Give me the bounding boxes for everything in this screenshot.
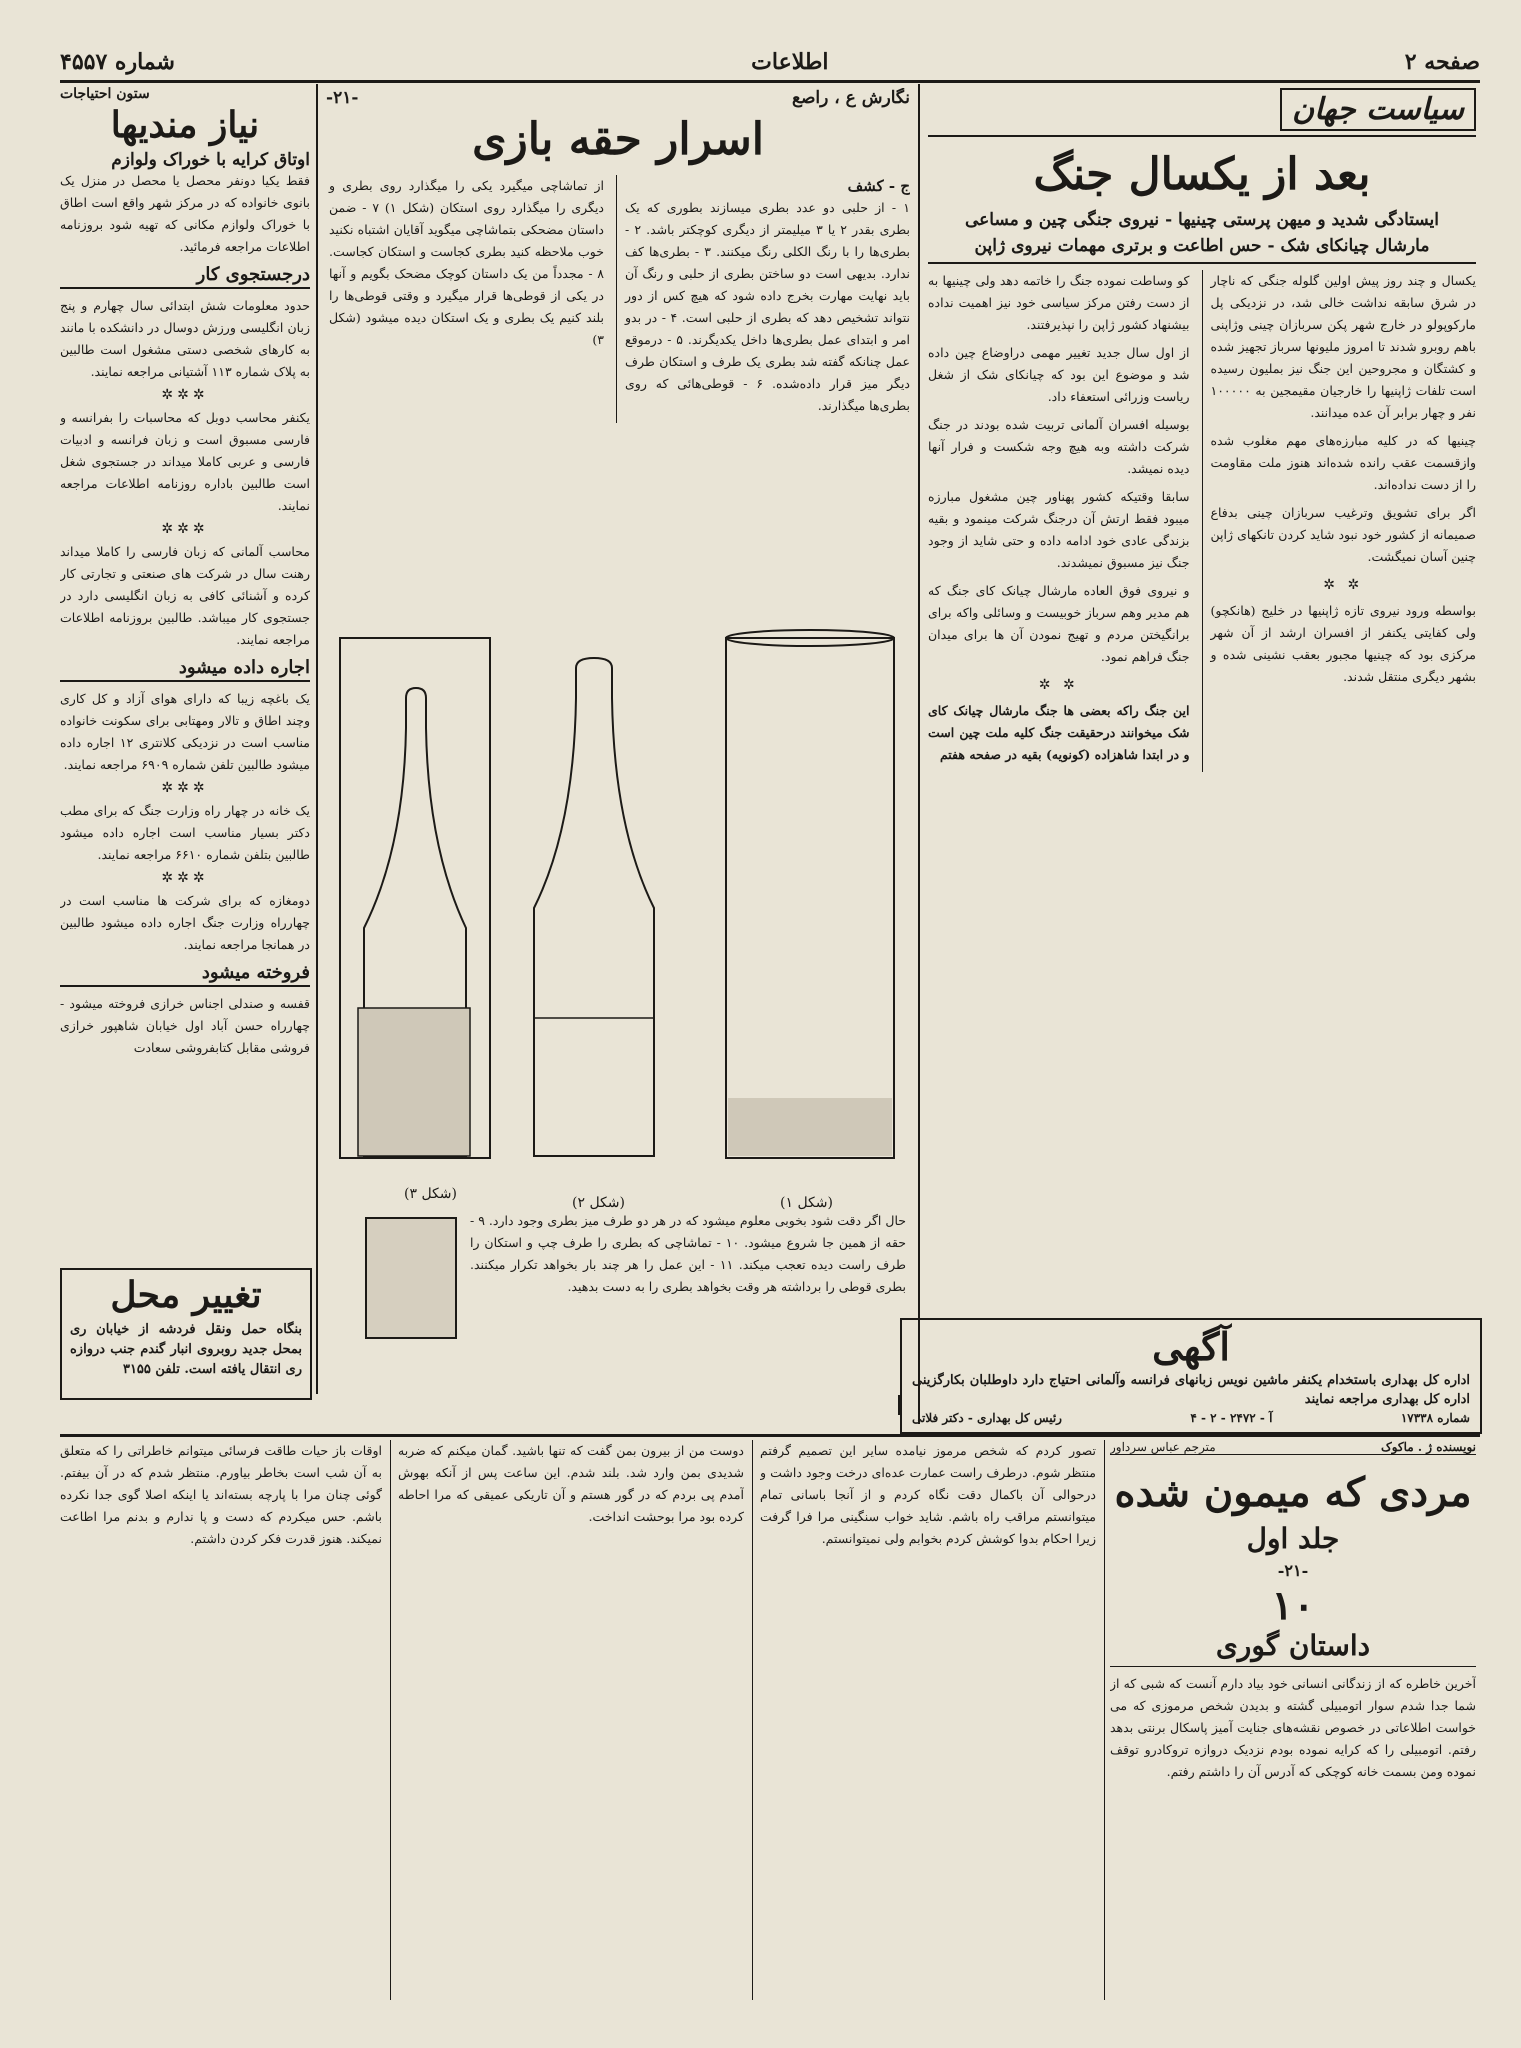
ad-code: آ - ۲۴۷۲ - ۲ - ۴ (1190, 1411, 1273, 1425)
separator-stars: ✲✲✲ (161, 521, 209, 537)
paragraph: این جنگ راکه بعضی ها جنگ مارشال چیانک کای شک میخوانند درحقیقت جنگ کلیه ملت چین است و در ابتدا شاهزاده (کونویه) بقیه در صفحه هفتم (928, 703, 1190, 762)
needs-sub-1: اوتاق کرایه با خوراک ولوازم (111, 150, 310, 170)
paragraph: یکسال و چند روز پیش اولین گلوله جنگی که ناچار در شرق سابقه نداشت خالی شد، در نزدیکی پل مارکوپولو در خارج شهر پکن سربازان چینی وژاپنی باهم روبرو شدند تا امروز ملیونها سرباز تجهیز شده و کشتگان و مجروحین این جنگ نیز بملیون رسیده است تلفات ژاپنیها را خارجیان مقیمجین به ۱۰۰۰۰۰ نفر و چهار برابر آن عده میدانند. (1210, 273, 1476, 420)
section-rule (60, 1434, 1480, 1437)
needs-text-7: دومغازه که برای شرکت ها مناسب است در چهارراه وزارت جنگ اجاره داده میشود طالبین در همانجا مراجعه نمایند. (60, 893, 310, 952)
separator-stars: ✲ ✲ (1038, 677, 1079, 693)
politics-subhead-2: مارشال چیانکای شک - حس اطاعت و برتری مهمات نیروی ژاپن (928, 236, 1476, 264)
issue-label: شماره ۴۵۵۷ (60, 49, 175, 75)
magic-bottom-text: حال اگر دقت شود بخوبی معلوم میشود که در هر دو طرف میز بطری وجود دارد. ۹ - حقه از همین جا شروع میشود. ۱۰ - تماشاچی که بطری را طرف چپ و استکان را طرف راست دیده تعجب میکند. ۱۱ - این عمل را هر چند بار بخواهد تکرار میکنند. بطری قوطی را برداشته هر وقت بخواهد بطری را به دست بدهید. (470, 1213, 906, 1294)
figure-3-bottle-with-glass (340, 638, 490, 1158)
serial-header (1110, 1440, 1476, 2000)
bottle-illustrations (336, 628, 906, 1188)
needs-text-6: یک خانه در چهار راه وزارت جنگ که برای مطب دکتر بسیار مناسب است اجاره داده میشود طالبین بتلفن شماره ۶۶۱۰ مراجعه نمایند. (60, 803, 310, 862)
magic-number: -۲۱- (326, 88, 359, 108)
small-glass-illustration (356, 1208, 466, 1348)
section-title: سیاست جهان (1280, 88, 1476, 131)
masthead-rule (60, 80, 1480, 83)
serial-column-2: تصور کردم که شخص مرموز نیامده سایر این تصمیم گرفتم منتظر شوم. درطرف راست عمارت عده‌ای درخت وجود داشت و درحوالی آن باکمال دقت نگاه کردم و از آنجا باسانی تمام میتوانستم مراقب راه باشم. شاید خواب سنگینی مرا فرا گرفت زیرا احکام بدوا کوشش کردم بخوابم ولی نمیتوانستم. (760, 1443, 1096, 1546)
separator-stars: ✲✲✲ (161, 780, 209, 796)
column-divider (1104, 1440, 1105, 2000)
magic-headline: اسرار حقه بازی (472, 114, 764, 165)
needs-sub-3: اجاره داده میشود (60, 657, 310, 682)
column-divider (752, 1440, 753, 2000)
politics-subhead-1: ایستادگی شدید و میهن پرستی چینیها - نیروی جنگی چین و مساعی (964, 210, 1440, 230)
serial-column-1: آخرین خاطره که از زندگانی انسانی خود بیاد دارم آنست که شبی که از شما جدا شدم سوار اتومبیلی گشته و بدیدن شخص مرموزی که می خواست اطلاعاتی در خصوص نقشه‌های جنایت آمیز پاسکال برنتی بدهد رفتم. اتومبیلی را که کرایه نموده بودم نزدیک دروازه تروکادرو توقف نموده ومن بسمت خانه کوچکی که آدرس آن را داشتم رفتم. (1110, 1676, 1476, 1779)
needs-section (60, 86, 310, 1301)
masthead (60, 48, 1480, 76)
serial-column-4: اوقات باز حیات طاقت فرسائی میتوانم خاطراتی را که متعلق به آن شب است بخاطر بیاورم. منتظر شدم که در آن بیفتم. گوئی چنان مرا با پارچه بسته‌اند یا اینکه اصلا گوی جدا نکرده باشم. حس میکردم که دست و پا ندارم و بدنم مرا اطاعت نمیکند. هنوز قدرت فکر کردن داشتم. (60, 1443, 382, 1546)
ad-text: اداره کل بهداری باستخدام یکنفر ماشین نویس زبانهای فرانسه وآلمانی احتیاج دارد داوطلبان بکارگزینی اداره کل بهداری مراجعه نمایند (912, 1373, 1470, 1407)
page-label: صفحه ۲ (1404, 49, 1480, 75)
serial-author: نویسنده ژ . ماکوک (1380, 1440, 1476, 1454)
needs-text-8: قفسه و صندلی اجناس خرازی فروخته میشود - چهارراه حسن آباد اول خیابان شاهپور خرازی فروشی مقابل کتابفروشی سعادت (60, 996, 310, 1055)
figure-2-caption: (شکل ۲) (572, 1195, 625, 1211)
needs-text-4: محاسب آلمانی که زبان فارسی را کاملا میداند رهنت سال در شرکت های صنعتی و تجارتی کار کرده و آشنائی کافی به زبان انگلیسی دارد در جستجوی کار میباشد. طالبین بروزنامه اطلاعات مراجعه نمایند. (60, 544, 310, 647)
needs-column-label: ستون احتیاجات (60, 86, 150, 102)
ad-signature: رئیس کل بهداری - دکتر فلاتی (912, 1411, 1062, 1425)
paragraph: بواسطه ورود نیروی تازه ژاپنیها در خلیج (هانکچو) ولی کفایتی یکنفر از افسران ارشد از آن شهر مرکزی بود که چینیها مجبور بعقب نشینی شده و بشهر دیگری منتقل شدند. (1210, 603, 1476, 684)
ad-number: شماره ۱۷۳۳۸ (1400, 1411, 1470, 1425)
serial-translator: مترجم عباس سرداور (1110, 1440, 1216, 1454)
serial-chapter-number: ۱۰ (1271, 1582, 1315, 1629)
relocation-box (60, 1268, 312, 1400)
paragraph: بوسیله افسران آلمانی تربیت شده بودند در جنگ شرکت داشته وبه هیچ وجه شکست و فرار آنها دیده نمیشد. (928, 417, 1190, 476)
paragraph: سابقا وقتیکه کشور پهناور چین مشغول مبارزه میبود فقط ارتش آن درجنگ شرکت مینمود و بقیه بزندگی عادی خود ادامه داده و حتی شاید از وجود جنگ نیز مسبوق نمیشدند. (928, 489, 1190, 570)
paragraph: ۱ - از حلبی دو عدد بطری میسازند بطوری که یک بطری بقدر ۲ یا ۳ میلیمتر از دیگری کوچکتر باشد. ۲ - بطری‌ها را با رنگ الکلی رنگ میکنند. ۳ - بطری‌ها کف ندارد. بدیهی است دو ساختن بطری از حلبی و رنگ آن باید نهایت مهارت بخرج داده شود که هیچ کس از دور نتواند تشخیص دهد که بطری از حلبی است. ۴ - در بدو امر و ابتدای عمل بطری‌ها داخل یکدیگرند. ۵ - درموقع عمل چنانکه گفته شد بطری یک طرف و استکان طرف دیگر میز قرار داده‌شده. ۶ - قوطی‌هائی که روی بطری‌ها میگذارند. (625, 200, 910, 413)
needs-sub-2: درجستجوی کار (60, 264, 310, 289)
needs-text-5: یک باغچه زیبا که دارای هوای آزاد و کل کاری وچند اطاق و تالار ومهتابی برای سکونت خانواده مناسب است در نزدیکی کلانتری ۱۲ اجاره داده میشود طالبین تلفن شماره ۶۹۰۹ مراجعه نمایند. (60, 691, 310, 772)
paragraph: از تماشاچی میگیرد یکی را میگذارد روی بطری و دیگری را میگذارد روی استکان (شکل ۱) ۷ - ضمن داستان مضحکی بتماشاچی میگوید آقایان اشتباه نکنید خوب ملاحظه کنید بطری کجاست و استکان کجاست. ۸ - مجدداً من یک داستان کوچک مضحک بگویم و آنها در یکی از قوطی‌ها قرار میگیرد و وقتی قوطی‌ها را بلند کنیم یک بطری و یک استکان دیده میشود (شکل ۳) (329, 178, 604, 347)
paragraph: کو وساطت نموده جنگ را خاتمه دهد ولی چینیها به از دست رفتن مرکز سیاسی خود نیز اهمیت نداده بیشنهاد کشور ژاپن را نپذیرفتند. (928, 273, 1190, 332)
relocation-text: بنگاه حمل ونقل فردشه از خیابان ری بمحل جدید روبروی انبار گندم جنب دروازه ری انتقال یافته است. تلفن ۳۱۵۵ (70, 1322, 302, 1377)
column-divider (316, 84, 318, 1394)
needs-text-3: یکنفر محاسب دوبل که محاسبات را بفرانسه و فارسی مسبوق است و زبان فرانسه و ادبیات فارسی و عربی کاملا میداند در جستجوی شغل است طالبین باداره روزنامه اطلاعات مراجعه نمایند. (60, 410, 310, 513)
column-divider (918, 84, 920, 1424)
ad-title: آگهی (1152, 1324, 1230, 1369)
figure-2-bottle (534, 658, 654, 1156)
magic-column-left (329, 175, 604, 423)
serial-chapter-title: داستان گوری (1110, 1629, 1476, 1667)
separator-stars: ✲✲✲ (161, 387, 209, 403)
needs-text-1: فقط یکیا دونفر محصل یا محصل در منزل یک بانوی خانواده که در مرکز شهر واقع است اطاق با خوراک ولوازم مکانی که تهیه شود بروزنامه اطلاعات مراجعه فرمائید. (60, 173, 310, 254)
paragraph: چینیها که در کلیه مبارزه‌های مهم مغلوب شده وازقسمت عقب رانده شده‌اند هنوز ملت مقاومت را از دست نداده‌اند. (1210, 433, 1476, 492)
column-divider (390, 1440, 391, 2000)
politics-section (928, 88, 1476, 1313)
politics-column-right (1202, 270, 1477, 772)
magic-subtitle: ج - کشف (847, 177, 910, 195)
serial-volume: جلد اول (1246, 1522, 1340, 1555)
magic-author: نگارش ع ، راصع (791, 88, 910, 108)
magic-column-right (616, 175, 910, 423)
serial-number: -۲۱- (1277, 1561, 1309, 1580)
politics-headline: بعد از یکسال جنگ (1033, 149, 1371, 200)
politics-column-left (928, 270, 1190, 772)
paragraph: اگر برای تشویق وترغیب سربازان چینی بدفاع صمیمانه از کشور خود نبود شاید کردن تانکهای ژاپن چنین آسان نمیگشت. (1210, 505, 1476, 564)
separator-stars: ✲✲✲ (161, 870, 209, 886)
ad-box (900, 1318, 1482, 1434)
figure-1-glass-tube (726, 630, 894, 1158)
serial-column-3: دوست من از بیرون بمن گفت که تنها باشید. گمان میکنم که ضربه شدیدی بمن وارد شد. بلند شدم. این ساعت پس از آنکه بهوش آمدم پی بردم که در گور هستم و آن تاریکی عمیقی که مرا احاطه کرده بود مرا بوحشت انداخت. (398, 1443, 744, 1524)
paper-name: اطلاعات (751, 49, 829, 75)
paragraph: از اول سال جدید تغییر مهمی دراوضاع چین داده شد و موضوع این بود که چیانکای شک از شغل ریاست وزرائی استعفاء داد. (928, 345, 1190, 404)
relocation-title: تغییر محل (110, 1274, 262, 1316)
needs-title: نیاز مندیها (110, 104, 260, 146)
separator-stars: ✲ ✲ (1323, 577, 1364, 593)
needs-sub-4: فروخته میشود (60, 962, 310, 987)
figure-3-caption: (شکل ۳) (404, 1186, 457, 1202)
needs-text-2: حدود معلومات شش ابتدائی سال چهارم و پنج زبان انگلیسی ورزش دوسال در دانشکده با مانند به کارهای شخصی دستی مشغول است طالبین به پلاک شماره ۱۱۳ آشتیانی مراجعه نمایند. (60, 298, 310, 379)
serial-title: مردی که میمون شده (1114, 1469, 1472, 1516)
paragraph: و نیروی فوق العاده مارشال چیانک کای جنگ که هم مدیر وهم سرباز خوبیست و وسائلی واکه برای برانگیختن مردم و تهیج نمودن آن ها برای میدان جنگ فراهم نمود. (928, 583, 1190, 664)
figure-1-caption: (شکل ۱) (780, 1195, 833, 1211)
